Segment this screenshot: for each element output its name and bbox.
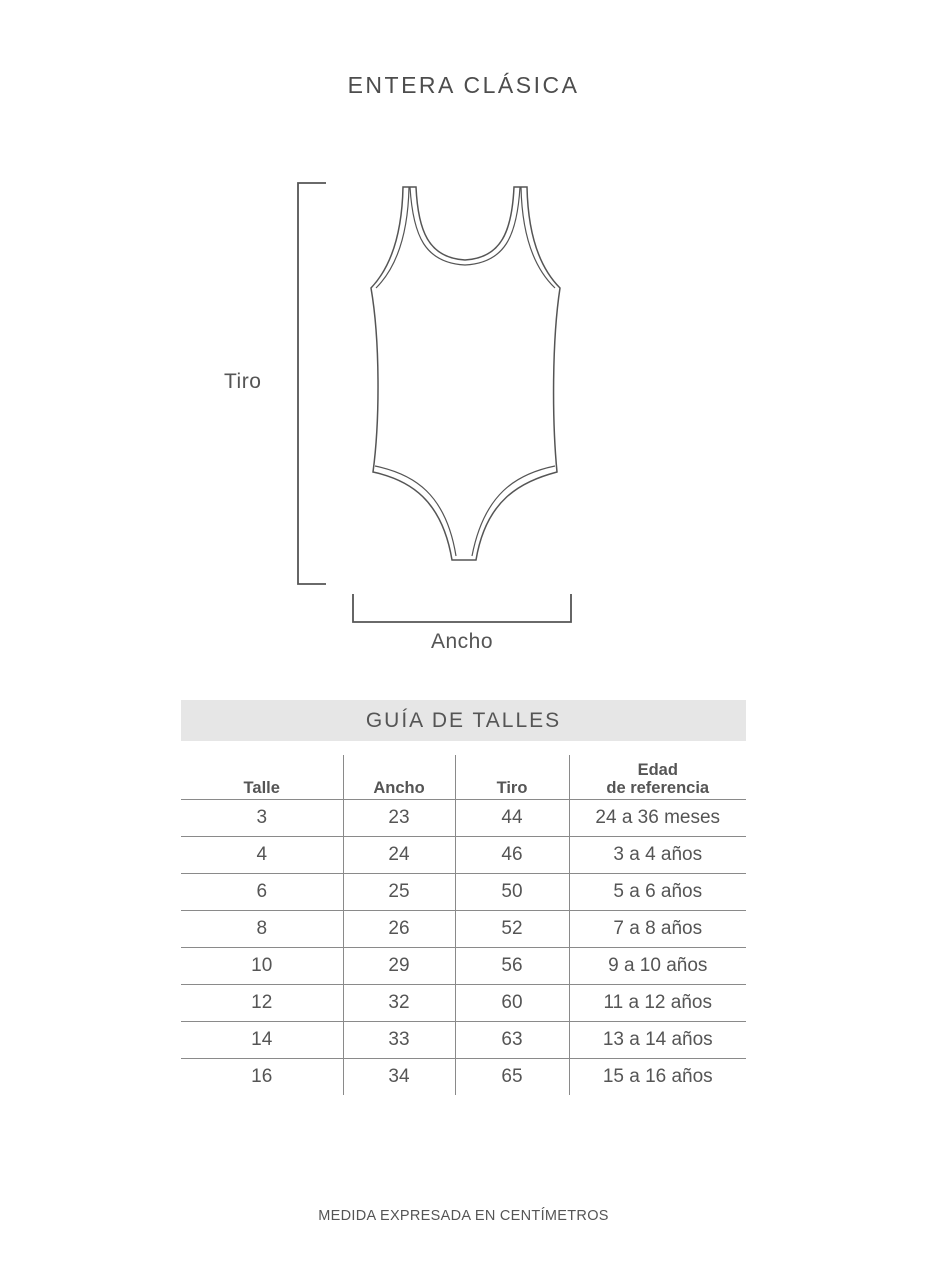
cell-width: 23	[343, 800, 455, 837]
cell-age: 9 a 10 años	[569, 948, 746, 985]
cell-age: 13 a 14 años	[569, 1022, 746, 1059]
page-title: ENTERA CLÁSICA	[347, 72, 580, 98]
cell-length: 60	[455, 985, 569, 1022]
table-row	[181, 1022, 746, 1059]
cell-length: 46	[455, 837, 569, 874]
cell-age: 15 a 16 años	[569, 1059, 746, 1096]
table-row	[181, 985, 746, 1022]
table-row	[181, 874, 746, 911]
cell-width: 24	[343, 837, 455, 874]
cell-age: 7 a 8 años	[569, 911, 746, 948]
cell-size: 10	[181, 948, 343, 985]
cell-size: 3	[181, 800, 343, 837]
cell-width: 34	[343, 1059, 455, 1096]
column-header-age: Edad de referencia	[569, 755, 746, 800]
height-label: Tiro	[224, 370, 262, 393]
table-row	[181, 800, 746, 837]
cell-length: 44	[455, 800, 569, 837]
cell-length: 63	[455, 1022, 569, 1059]
cell-length: 65	[455, 1059, 569, 1096]
cell-size: 6	[181, 874, 343, 911]
cell-age: 24 a 36 meses	[569, 800, 746, 837]
cell-size: 8	[181, 911, 343, 948]
cell-size: 14	[181, 1022, 343, 1059]
bodysuit-outline	[371, 187, 560, 560]
table-header-row	[181, 755, 746, 800]
cell-width: 32	[343, 985, 455, 1022]
cell-size: 12	[181, 985, 343, 1022]
cell-age: 11 a 12 años	[569, 985, 746, 1022]
column-header-width: Ancho	[343, 755, 455, 800]
size-guide-title: GUÍA DE TALLES	[181, 700, 746, 741]
cell-size: 16	[251, 1066, 273, 1087]
width-label: Ancho	[430, 630, 494, 653]
table-row	[181, 837, 746, 874]
table-row	[181, 948, 746, 985]
cell-width: 25	[343, 874, 455, 911]
table-row	[181, 911, 746, 948]
cell-width: 33	[343, 1022, 455, 1059]
column-header-size: Talle	[181, 755, 343, 800]
cell-size: 4	[181, 837, 343, 874]
size-table	[181, 755, 746, 1095]
column-header-length: Tiro	[455, 755, 569, 800]
cell-age: 5 a 6 años	[569, 874, 746, 911]
cell-width: 26	[343, 911, 455, 948]
cell-length: 56	[455, 948, 569, 985]
units-footnote: MEDIDA EXPRESADA EN CENTÍMETROS	[318, 1208, 609, 1224]
cell-age: 3 a 4 años	[569, 837, 746, 874]
cell-length: 50	[455, 874, 569, 911]
cell-width: 29	[343, 948, 455, 985]
cell-length: 52	[455, 911, 569, 948]
table-row	[181, 1059, 746, 1096]
height-bracket	[298, 183, 326, 584]
width-bracket	[353, 594, 571, 622]
